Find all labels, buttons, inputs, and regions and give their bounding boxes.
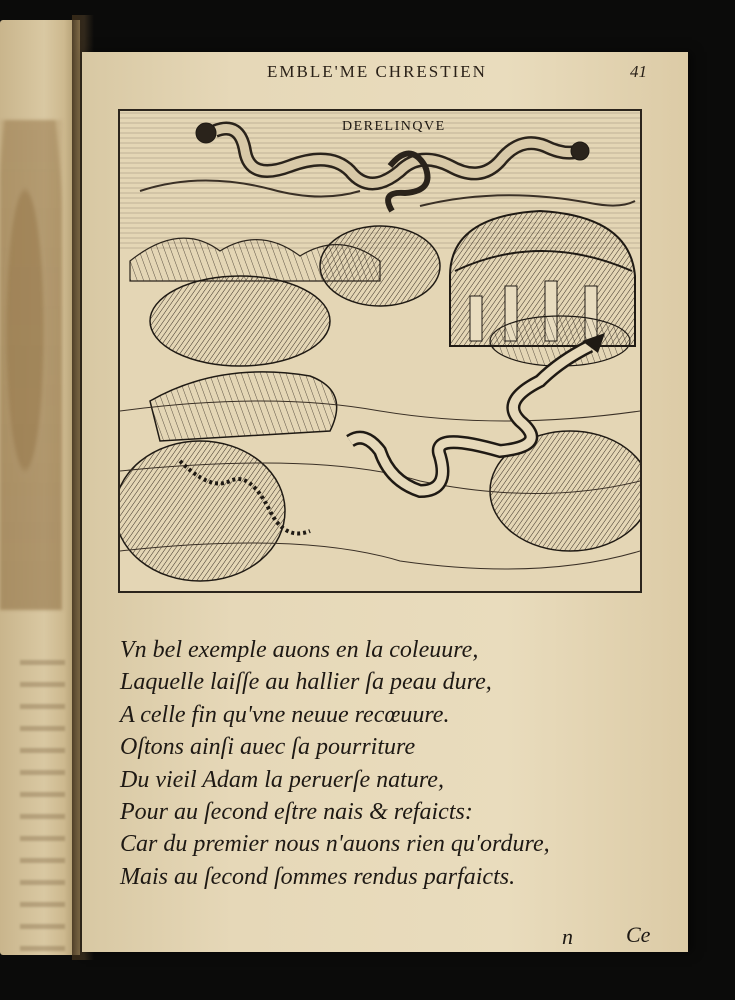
left-page-showthrough-image: [0, 120, 62, 610]
page-number: 41: [630, 62, 647, 81]
verse-line: Du vieil Adam la peruerſe nature,: [120, 766, 444, 793]
verse-line: Pour au ſecond eſtre nais & refaicts:: [120, 799, 473, 826]
running-head: EMBLE'ME CHRESTIEN: [267, 62, 487, 81]
engraving-illustration: [120, 111, 640, 591]
catchword: Ce: [626, 922, 651, 947]
signature-mark: n: [562, 924, 573, 949]
verse-line: Mais au ſecond ſommes rendus parfaicts.: [120, 863, 516, 890]
verse-line: Laquelle laiſſe au hallier ſa peau dure,: [120, 669, 492, 696]
verse-line: A celle fin qu'vne neuue recœuure.: [120, 701, 450, 728]
emblem-motto: DERELINQVE: [342, 119, 446, 134]
bush: [120, 441, 285, 581]
bush: [150, 276, 330, 366]
verse-line: Oſtons ainſi auec ſa pourriture: [120, 734, 416, 761]
verse-line: Vn bel exemple auons en la coleuure,: [120, 637, 479, 663]
verse-line: Car du premier nous n'auons rien qu'ordure,: [120, 831, 550, 858]
page-header: [82, 62, 688, 86]
tree: [320, 226, 440, 306]
book-page: [82, 52, 688, 952]
emblem-engraving: [118, 109, 642, 593]
rocky-ledge: [150, 372, 337, 441]
verse-block: [120, 634, 660, 893]
left-facing-page: [0, 20, 80, 955]
left-page-showthrough-text: [20, 660, 65, 960]
